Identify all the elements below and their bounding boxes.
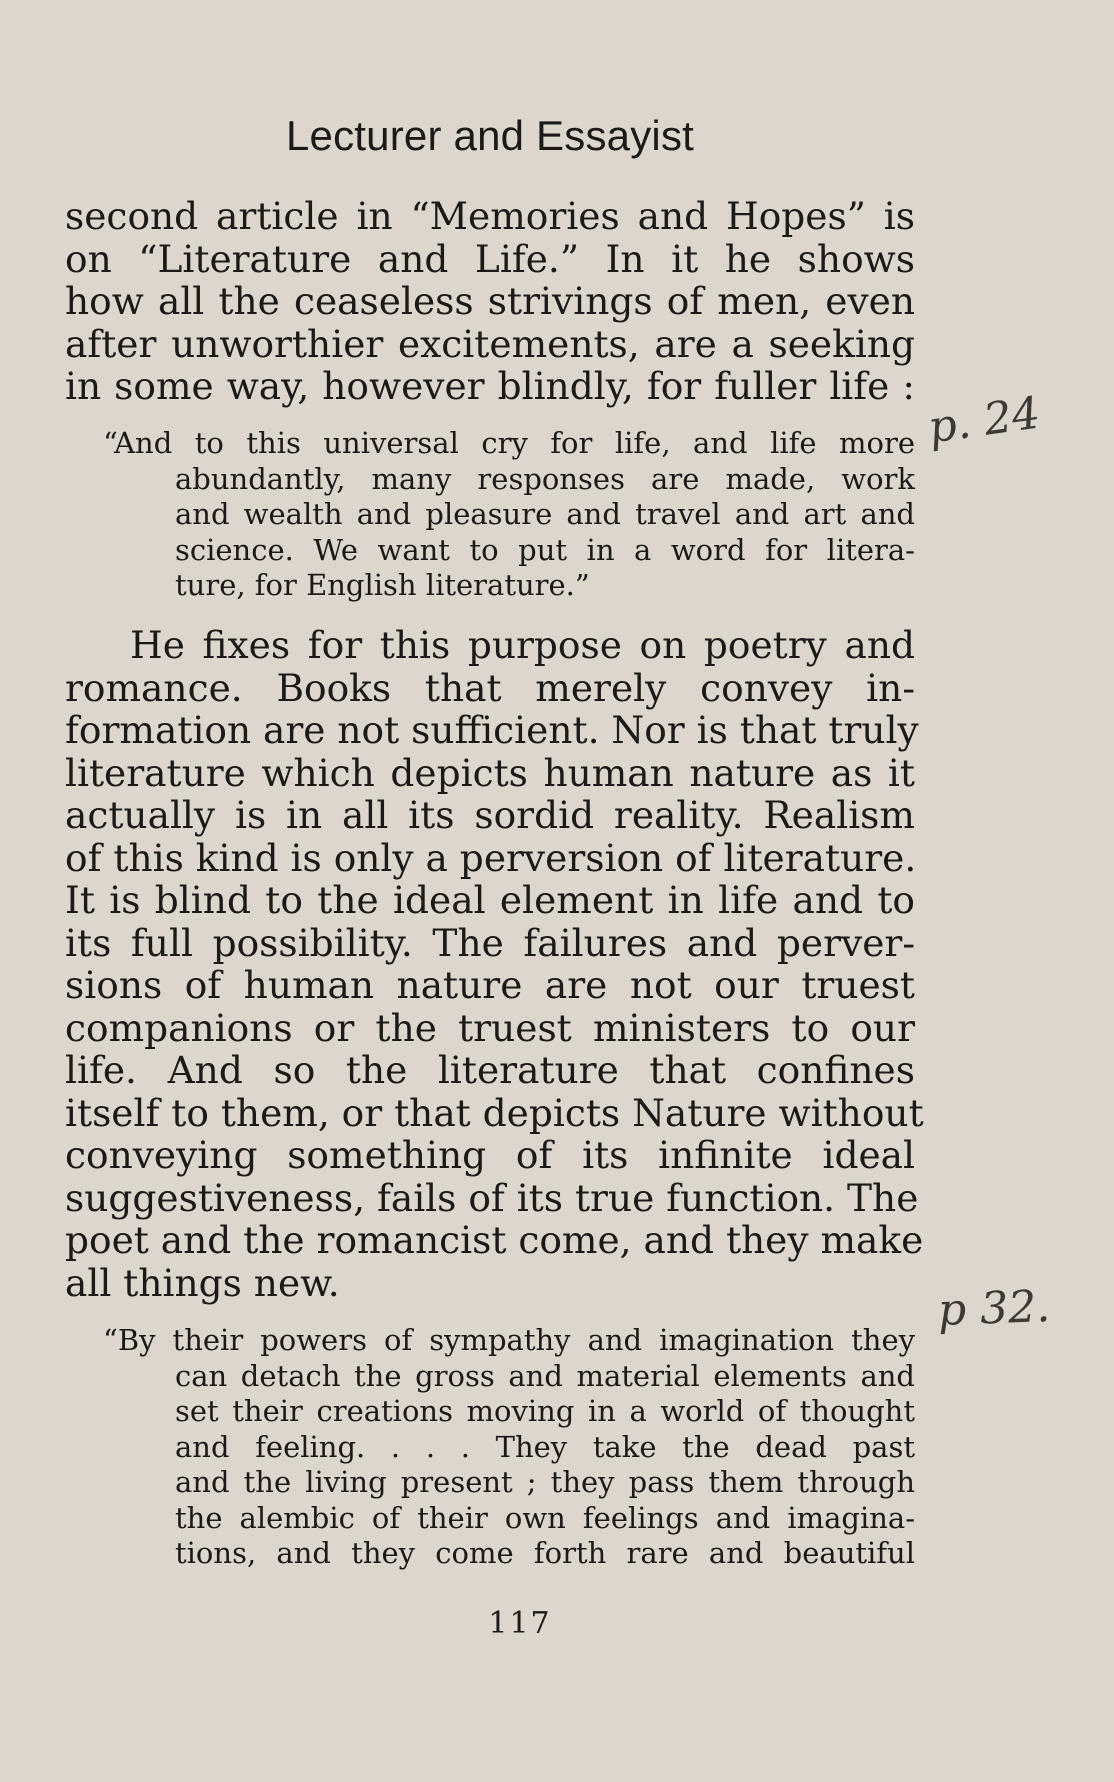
quote-line: ture, for English literature.” (175, 568, 590, 602)
quote-line: the alembic of their own feelings and imagina- (175, 1500, 915, 1535)
quote-line: and the living present ; they pass them through (175, 1465, 915, 1499)
text-line: companions or the truest ministers to our (65, 1005, 915, 1050)
quote-line: can detach the gross and material elements and (175, 1358, 915, 1393)
text-line: in some way, however blindly, for fuller life : (65, 364, 915, 408)
page-number: 117 (488, 1606, 552, 1641)
quote-line: “And to this universal cry for life, and life more (103, 426, 915, 460)
block-quote-1 (103, 426, 915, 604)
paragraph-1 (65, 195, 915, 408)
paragraph-2 (65, 623, 924, 1305)
handwritten-margin-note: p. 24 (924, 387, 1044, 454)
text-line: after unworthier excitements, are a seeking (65, 321, 915, 366)
text-line: life. And so the literature that confines (65, 1048, 915, 1092)
text-line: of this kind is only a perversion of literature. (65, 835, 917, 880)
text-line: formation are not sufficient. Nor is that truly (65, 708, 919, 752)
text-line: its full possibility. The failures and perver- (65, 920, 915, 965)
running-head: Lecturer and Essayist (285, 112, 695, 159)
text-line: second article in “Memories and Hopes” is (65, 194, 915, 238)
text-line: on “Literature and Life.” In it he shows (65, 236, 915, 281)
text-line: It is blind to the ideal element in life and to (65, 878, 915, 922)
text-line: how all the ceaseless strivings of men, even (65, 279, 915, 323)
quote-line: abundantly, many responses are made, work (175, 461, 915, 496)
quote-line: tions, and they come forth rare and beautiful (175, 1536, 915, 1570)
block-quote-2 (103, 1323, 915, 1572)
text-line: itself to them, or that depicts Nature without (65, 1090, 924, 1135)
text-line: He fixes for this purpose on poetry and (130, 623, 915, 667)
handwritten-margin-note: p 32. (937, 1281, 1051, 1336)
quote-line: and wealth and pleasure and travel and art and (175, 497, 915, 531)
text-line: sions of human nature are not our truest (65, 963, 915, 1007)
text-line: all things new. (65, 1260, 340, 1305)
quote-line: set their creations moving in a world of thought (175, 1394, 915, 1428)
quote-line: and feeling. . . . They take the dead past (175, 1429, 915, 1464)
text-line: literature which depicts human nature as it (65, 750, 915, 795)
text-line: conveying something of its infinite ideal (65, 1133, 915, 1177)
text-line: suggestiveness, fails of its true function. The (65, 1175, 919, 1220)
quote-line: science. We want to put in a word for litera- (175, 532, 915, 567)
text-line: actually is in all its sordid reality. Realism (65, 793, 915, 837)
text-line: poet and the romancist come, and they make (65, 1218, 924, 1262)
text-line: romance. Books that merely convey in- (65, 665, 915, 710)
quote-line: “By their powers of sympathy and imagination they (103, 1323, 915, 1357)
